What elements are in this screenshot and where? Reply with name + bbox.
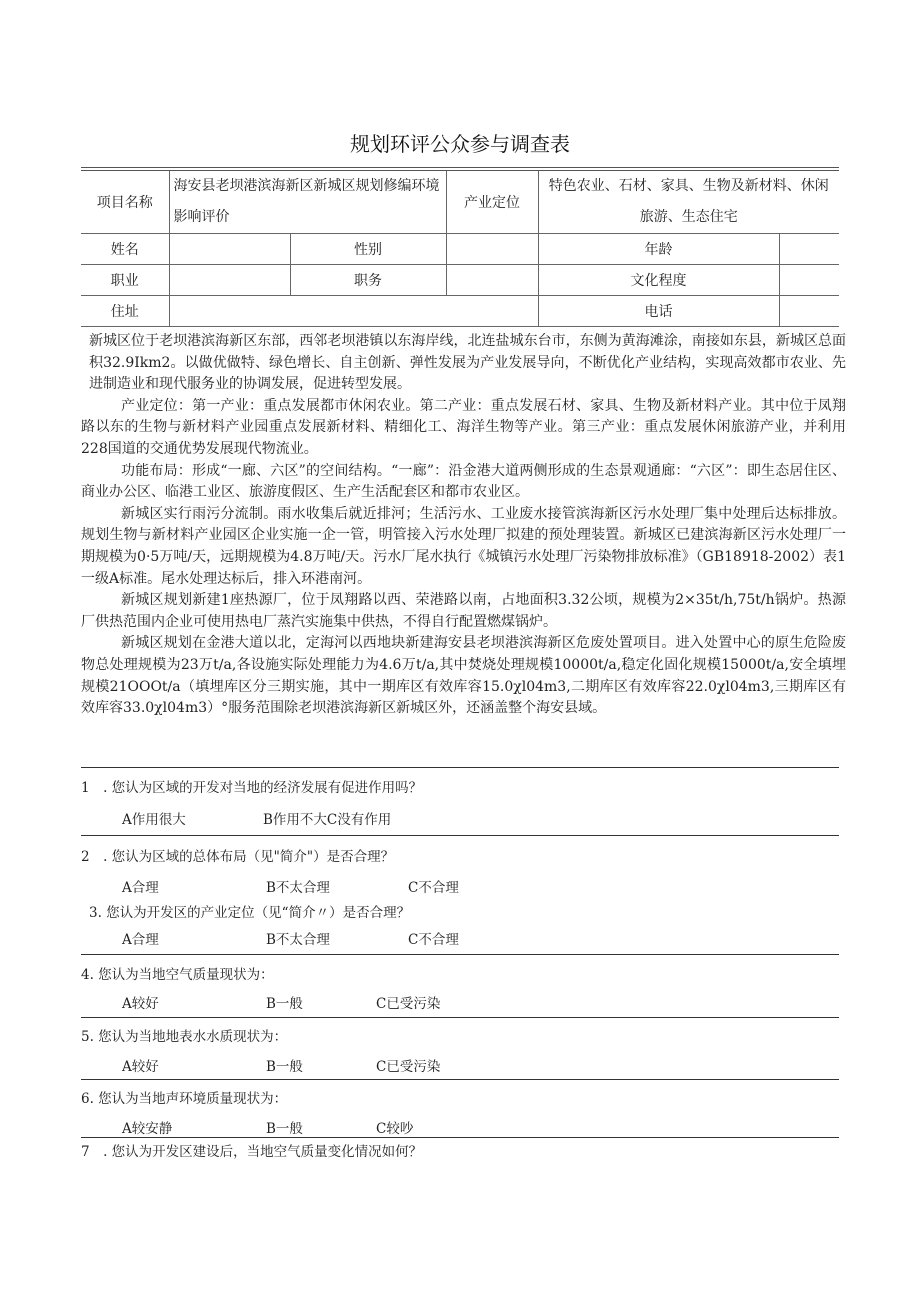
occupation-label: 职业: [81, 265, 169, 296]
q2-option-b[interactable]: B不太合理: [266, 880, 330, 896]
position-label: 职务: [290, 265, 446, 296]
intro-paragraph: 新城区位于老坝港滨海新区东部，西邻老坝港镇以东海岸线，北连盐城东台市，东侧为黄海滩涂，南接如东县，新城区总面积32.9Ikm2。以做优做特、绿色增长、自主创新、弹性发展为产业发展导向，不断优化产业结构，实现高效都市农业、先进制造业和现代服务业的协调发展，促进转型发展。: [89, 333, 846, 393]
intro-paragraph: 产业定位：第一产业：重点发展都市休闲农业。第二产业：重点发展石材、家具、生物及新材料产业。其中位于凤翔路以东的生物与新材料产业园重点发展新材料、精细化工、海洋生物等产业。第三产业：重点发展休闲旅游产业，并利用228国道的交通优势发展现代物流业。: [81, 397, 846, 457]
industry-value: 特色农业、石材、家具、生物及新材料、休闲旅游、生态住宅: [538, 171, 839, 234]
q5-option-b[interactable]: B一般: [266, 1059, 303, 1075]
q4-option-a[interactable]: A较好: [122, 996, 159, 1012]
phone-label: 电话: [538, 296, 779, 327]
q5-option-c[interactable]: C已受污染: [376, 1059, 441, 1075]
q1-option-a[interactable]: A作用很大: [122, 812, 186, 828]
q2-option-c[interactable]: C不合理: [408, 880, 459, 896]
question-5: 5. 您认为当地地表水水质现状为：: [81, 1029, 288, 1045]
industry-label: 产业定位: [446, 171, 538, 234]
name-field[interactable]: [169, 234, 290, 265]
intro-paragraph: 新城区实行雨污分流制。雨水收集后就近排河；生活污水、工业废水接管滨海新区污水处理厂集中处理后达标排放。规划生物与新材料产业园区企业实施一企一管，明管接入污水处理厂拟建的预处理装置。新城区已建滨海新区污水处理厂一期规模为0·5万吨/天，远期规模为4.8万吨/天。污水厂尾水执行《城镇污水处理厂污染物排放标准》（GB18918-2002）表1一级A标准。尾水处理达标后，排入环港南河。: [81, 505, 846, 587]
question-2: 2 . 您认为区域的总体布局（见"简介"）是否合理？: [81, 849, 395, 865]
intro-paragraph: 新城区规划新建1座热源厂，位于凤翔路以西、荣港路以南，占地面积3.32公顷，规模为2×35t∕h,75t/h锅炉。热源厂供热范围内企业可使用热电厂蒸汽实施集中供热，不得自行配置燃煤锅炉。: [81, 592, 846, 630]
name-label: 姓名: [81, 234, 169, 265]
project-name-label: 项目名称: [81, 171, 169, 234]
gender-label: 性别: [290, 234, 446, 265]
question-3: 3. 您认为开发区的产业定位（见“简介〃）是否合理？: [89, 905, 411, 921]
q3-option-c[interactable]: C不合理: [408, 932, 459, 948]
question-4: 4. 您认为当地空气质量现状为：: [81, 967, 274, 983]
top-rule: [81, 167, 839, 168]
question-1: 1 . 您认为区域的开发对当地的经济发展有促进作用吗？: [81, 780, 423, 796]
info-table: [81, 171, 839, 327]
q2-option-a[interactable]: A合理: [122, 880, 159, 896]
q6-option-a[interactable]: A较安静: [122, 1121, 173, 1137]
address-field[interactable]: [169, 296, 538, 327]
page-title: 规划环评公众参与调查表: [350, 132, 570, 156]
divider: [81, 1017, 839, 1018]
gender-field[interactable]: [446, 234, 538, 265]
q5-option-a[interactable]: A较好: [122, 1059, 159, 1075]
divider: [81, 767, 839, 768]
position-field[interactable]: [446, 265, 538, 296]
question-7: 7 . 您认为开发区建设后，当地空气质量变化情况如何？: [81, 1144, 423, 1160]
address-label: 住址: [81, 296, 169, 327]
phone-field[interactable]: [779, 296, 839, 327]
age-label: 年龄: [538, 234, 779, 265]
q1-option-bc[interactable]: B作用不大C没有作用: [263, 812, 392, 828]
divider: [81, 954, 839, 955]
project-intro: [81, 331, 846, 720]
intro-paragraph: 新城区规划在金港大道以北，定海河以西地块新建海安县老坝港滨海新区危废处置项目。进入处置中心的原生危险废物总处理规模为23万t∕a,各设施实际处理能力为4.6万t∕a,其中焚烧处理规模10000t∕a,稳定化固化规模15000t∕a,安全填埋规模21OOOt∕a（填埋库区分三期实施，其中一期库区有效库容15.0χl04m3,二期库区有效库容22.0χl04m3,三期库区有效库容33.0χl04m3）°服务范围除老坝港滨海新区新城区外，还涵盖整个海安县域。: [81, 635, 846, 717]
q4-option-c[interactable]: C已受污染: [376, 996, 441, 1012]
q3-option-b[interactable]: B不太合理: [266, 932, 330, 948]
q3-option-a[interactable]: A合理: [122, 932, 159, 948]
q6-option-c[interactable]: C较吵: [376, 1121, 414, 1137]
q6-option-b[interactable]: B一般: [266, 1121, 303, 1137]
divider: [81, 1137, 839, 1138]
divider: [81, 1079, 839, 1080]
project-name-value: 海安县老坝港滨海新区新城区规划修编环境影响评价: [169, 171, 446, 234]
age-field[interactable]: [779, 234, 839, 265]
education-label: 文化程度: [538, 265, 779, 296]
divider: [81, 835, 839, 836]
q4-option-b[interactable]: B一般: [266, 996, 303, 1012]
occupation-field[interactable]: [169, 265, 290, 296]
intro-paragraph: 功能布局：形成“一廊、六区”的空间结构。“一廊”：沿金港大道两侧形成的生态景观通廊：“六区”：即生态居住区、商业办公区、临港工业区、旅游度假区、生产生活配套区和都市农业区。: [81, 462, 846, 501]
education-field[interactable]: [779, 265, 839, 296]
question-6: 6. 您认为当地声环境质量现状为：: [81, 1091, 288, 1107]
